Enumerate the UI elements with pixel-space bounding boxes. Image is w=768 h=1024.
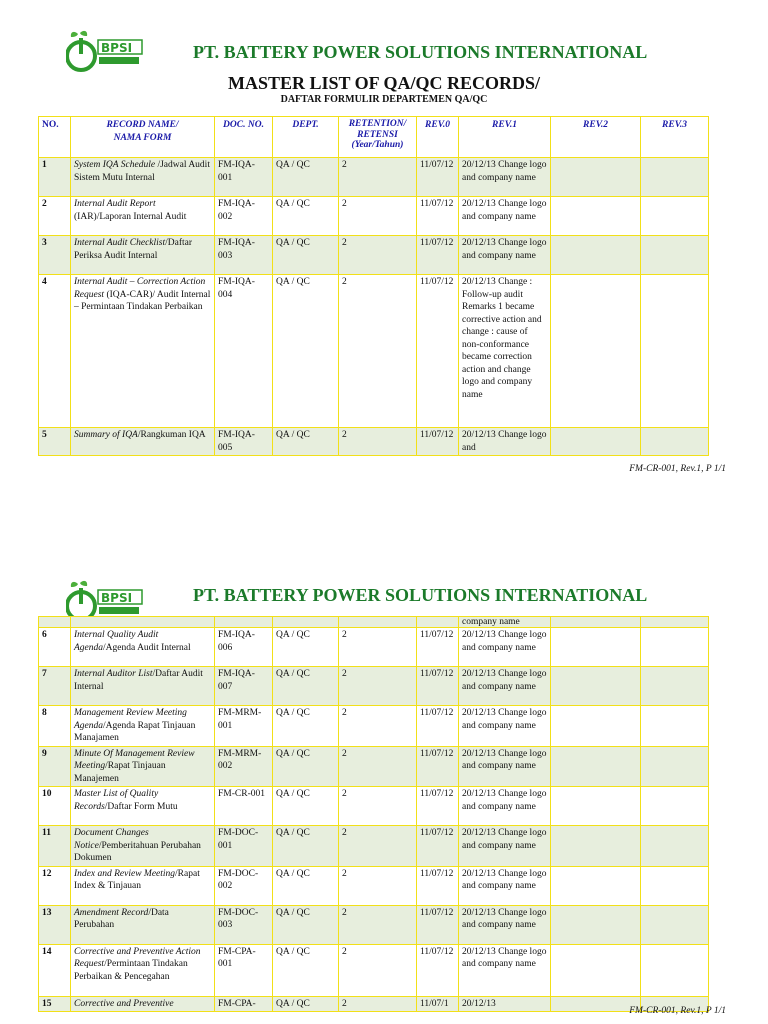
header-retention: RETENTION/ RETENSI (Year/Tahun) <box>339 117 417 158</box>
cell-rev0: 11/07/12 <box>417 275 459 428</box>
cell-rev3 <box>641 826 709 867</box>
power-button-leaf-icon <box>66 30 146 76</box>
cell-record-name: Internal Auditor List/Daftar Audit Internal <box>71 667 215 706</box>
header-record-name: RECORD NAME/ NAMA FORM <box>71 117 215 158</box>
cell-rev1: 20/12/13 Change logo and company name <box>459 158 551 197</box>
cell-record-name: Internal Audit – Correction Action Request (IQA-CAR)/ Audit Internal – Permintaan Tindakan Perbaikan <box>71 275 215 428</box>
cell-doc-no: FM-DOC-001 <box>215 826 273 867</box>
cell-rev0: 11/07/12 <box>417 905 459 944</box>
cell-record-name: Document Changes Notice/Pemberitahuan Perubahan Dokumen <box>71 826 215 867</box>
cell-rev1: company name <box>459 617 551 628</box>
cell-rev2 <box>551 706 641 747</box>
company-logo <box>66 30 146 76</box>
table-row <box>39 746 709 787</box>
cell-rev1: 20/12/13 Change logo and company name <box>459 667 551 706</box>
cell-record-name: Management Review Meeting Agenda/Agenda Rapat Tinjauan Manajamen <box>71 706 215 747</box>
cell-rev1: 20/12/13 Change : Follow-up audit Remarks 1 became corrective action and change : cause of non-conformance became correction action and change logo and company name <box>459 275 551 428</box>
cell-record-name: System IQA Schedule /Jadwal Audit Sistem Mutu Internal <box>71 158 215 197</box>
cell-no: 2 <box>39 197 71 236</box>
header-rev1: REV.1 <box>459 117 551 158</box>
company-name: PT. BATTERY POWER SOLUTIONS INTERNATIONAL <box>193 585 648 605</box>
cell-rev0: 11/07/12 <box>417 628 459 667</box>
cell-rev3 <box>641 275 709 428</box>
header-rev2: REV.2 <box>551 117 641 158</box>
document-page-1 <box>0 0 768 500</box>
table-row <box>39 275 709 428</box>
cell-rev1: 20/12/13 Change logo and company name <box>459 826 551 867</box>
cell-dept: QA / QC <box>273 158 339 197</box>
cell-rev2 <box>551 905 641 944</box>
table-row <box>39 944 709 996</box>
cell-dept: QA / QC <box>273 706 339 747</box>
table-header-row <box>39 117 709 158</box>
cell-rev1: 20/12/13 Change logo and company name <box>459 197 551 236</box>
cell-dept: QA / QC <box>273 746 339 787</box>
cell-dept: QA / QC <box>273 905 339 944</box>
cell-doc-no: FM-IQA-005 <box>215 428 273 456</box>
table-row <box>39 826 709 867</box>
cell-doc-no: FM-CPA- <box>215 996 273 1012</box>
cell-rev3 <box>641 746 709 787</box>
cell-retention: 2 <box>339 826 417 867</box>
table-row-continuation <box>39 617 709 628</box>
header-no: NO. <box>39 117 71 158</box>
cell-rev1: 20/12/13 Change logo and company name <box>459 866 551 905</box>
cell-rev0: 11/07/12 <box>417 236 459 275</box>
cell-dept: QA / QC <box>273 787 339 826</box>
cell-rev3 <box>641 158 709 197</box>
table-row <box>39 628 709 667</box>
cell-rev1: 20/12/13 Change logo and company name <box>459 944 551 996</box>
cell-rev3 <box>641 197 709 236</box>
header-rev0: REV.0 <box>417 117 459 158</box>
cell-doc-no: FM-IQA-006 <box>215 628 273 667</box>
cell-retention: 2 <box>339 996 417 1012</box>
cell-rev0: 11/07/12 <box>417 428 459 456</box>
cell-rev1: 20/12/13 Change logo and company name <box>459 236 551 275</box>
cell-retention: 2 <box>339 944 417 996</box>
cell-no: 10 <box>39 787 71 826</box>
cell-rev3 <box>641 905 709 944</box>
cell-record-name: Internal Audit Report (IAR)/Laporan Internal Audit <box>71 197 215 236</box>
cell-rev3 <box>641 944 709 996</box>
cell-rev0: 11/07/12 <box>417 787 459 826</box>
cell-rev0: 11/07/12 <box>417 866 459 905</box>
svg-text:BPSI: BPSI <box>101 41 133 55</box>
cell-no: 5 <box>39 428 71 456</box>
cell-rev0: 11/07/12 <box>417 826 459 867</box>
cell-no: 6 <box>39 628 71 667</box>
cell-rev2 <box>551 236 641 275</box>
cell-retention: 2 <box>339 667 417 706</box>
cell-retention: 2 <box>339 866 417 905</box>
cell-rev2 <box>551 428 641 456</box>
table-row <box>39 236 709 275</box>
cell-record-name: Corrective and Preventive <box>71 996 215 1012</box>
cell-record-name: Internal Audit Checklist/Daftar Periksa Audit Internal <box>71 236 215 275</box>
table-row <box>39 428 709 456</box>
cell-rev1: 20/12/13 Change logo and company name <box>459 787 551 826</box>
cell-rev2 <box>551 866 641 905</box>
cell-rev3 <box>641 667 709 706</box>
cell-rev2 <box>551 746 641 787</box>
cell-record-name: Master List of Quality Records/Daftar Form Mutu <box>71 787 215 826</box>
cell-doc-no: FM-DOC-003 <box>215 905 273 944</box>
table-row <box>39 787 709 826</box>
cell-dept: QA / QC <box>273 197 339 236</box>
cell-doc-no: FM-IQA-001 <box>215 158 273 197</box>
table-row <box>39 197 709 236</box>
cell-rev2 <box>551 667 641 706</box>
cell-doc-no: FM-IQA-002 <box>215 197 273 236</box>
cell-doc-no: FM-CR-001 <box>215 787 273 826</box>
cell-dept: QA / QC <box>273 996 339 1012</box>
cell-record-name: Amendment Record/Data Perubahan <box>71 905 215 944</box>
cell-no: 14 <box>39 944 71 996</box>
cell-retention: 2 <box>339 787 417 826</box>
document-page-2 <box>0 560 768 1024</box>
table-row <box>39 667 709 706</box>
cell-doc-no: FM-CPA-001 <box>215 944 273 996</box>
cell-retention: 2 <box>339 197 417 236</box>
cell-record-name: Summary of IQA/Rangkuman IQA <box>71 428 215 456</box>
cell-retention: 2 <box>339 706 417 747</box>
cell-rev1: 20/12/13 Change logo and company name <box>459 628 551 667</box>
cell-retention: 2 <box>339 628 417 667</box>
cell-doc-no: FM-IQA-003 <box>215 236 273 275</box>
cell-rev1: 20/12/13 Change logo and company name <box>459 746 551 787</box>
cell-no: 4 <box>39 275 71 428</box>
cell-no: 9 <box>39 746 71 787</box>
header-rev3: REV.3 <box>641 117 709 158</box>
document-title: MASTER LIST OF QA/QC RECORDS/ <box>227 73 541 93</box>
svg-text:BPSI: BPSI <box>101 591 133 605</box>
cell-rev1: 20/12/13 Change logo and <box>459 428 551 456</box>
cell-record-name: Minute Of Management Review Meeting/Rapat Tinjauan Manajemen <box>71 746 215 787</box>
cell-rev3 <box>641 706 709 747</box>
table-row <box>39 866 709 905</box>
cell-no: 12 <box>39 866 71 905</box>
cell-dept: QA / QC <box>273 428 339 456</box>
cell-dept: QA / QC <box>273 275 339 428</box>
cell-rev3 <box>641 866 709 905</box>
cell-rev0: 11/07/12 <box>417 746 459 787</box>
cell-retention: 2 <box>339 158 417 197</box>
cell-rev3 <box>641 236 709 275</box>
company-name: PT. BATTERY POWER SOLUTIONS INTERNATIONAL <box>193 42 648 62</box>
cell-rev2 <box>551 275 641 428</box>
cell-no: 1 <box>39 158 71 197</box>
cell-record-name: Internal Quality Audit Agenda/Agenda Audit Internal <box>71 628 215 667</box>
cell-doc-no: FM-IQA-004 <box>215 275 273 428</box>
records-table-page-2 <box>38 616 709 1012</box>
cell-no: 7 <box>39 667 71 706</box>
cell-rev3 <box>641 428 709 456</box>
cell-doc-no: FM-DOC-002 <box>215 866 273 905</box>
document-subtitle: DAFTAR FORMULIR DEPARTEMEN QA/QC <box>280 94 488 105</box>
records-table-page-1 <box>38 116 709 456</box>
cell-rev0: 11/07/12 <box>417 158 459 197</box>
cell-dept: QA / QC <box>273 944 339 996</box>
cell-dept: QA / QC <box>273 667 339 706</box>
cell-no: 13 <box>39 905 71 944</box>
cell-dept: QA / QC <box>273 866 339 905</box>
cell-dept: QA / QC <box>273 236 339 275</box>
cell-rev0: 11/07/1 <box>417 996 459 1012</box>
cell-retention: 2 <box>339 905 417 944</box>
cell-no: 11 <box>39 826 71 867</box>
cell-rev3 <box>641 628 709 667</box>
table-row <box>39 996 709 1012</box>
cell-rev1: 20/12/13 <box>459 996 551 1012</box>
cell-retention: 2 <box>339 746 417 787</box>
header-doc-no: DOC. NO. <box>215 117 273 158</box>
cell-dept: QA / QC <box>273 628 339 667</box>
cell-no: 15 <box>39 996 71 1012</box>
cell-rev1: 20/12/13 Change logo and company name <box>459 905 551 944</box>
cell-no: 8 <box>39 706 71 747</box>
cell-rev0: 11/07/12 <box>417 197 459 236</box>
cell-rev3 <box>641 787 709 826</box>
cell-rev0: 11/07/12 <box>417 706 459 747</box>
cell-record-name: Corrective and Preventive Action Request/Permintaan Tindakan Perbaikan & Pencegahan <box>71 944 215 996</box>
cell-rev2 <box>551 944 641 996</box>
cell-rev2 <box>551 628 641 667</box>
cell-rev1: 20/12/13 Change logo and company name <box>459 706 551 747</box>
cell-doc-no: FM-MRM-002 <box>215 746 273 787</box>
cell-dept: QA / QC <box>273 826 339 867</box>
table-row <box>39 706 709 747</box>
cell-retention: 2 <box>339 428 417 456</box>
table-row <box>39 158 709 197</box>
header-dept: DEPT. <box>273 117 339 158</box>
cell-doc-no: FM-IQA-007 <box>215 667 273 706</box>
cell-record-name: Index and Review Meeting/Rapat Index & Tinjauan <box>71 866 215 905</box>
cell-retention: 2 <box>339 236 417 275</box>
cell-rev2 <box>551 996 641 1012</box>
cell-rev0: 11/07/12 <box>417 667 459 706</box>
cell-no: 3 <box>39 236 71 275</box>
cell-rev2 <box>551 826 641 867</box>
cell-rev2 <box>551 158 641 197</box>
cell-rev2 <box>551 197 641 236</box>
cell-rev0: 11/07/12 <box>417 944 459 996</box>
cell-doc-no: FM-MRM-001 <box>215 706 273 747</box>
page-footer: FM-CR-001, Rev.1, P 1/1 <box>629 1006 726 1016</box>
page-footer: FM-CR-001, Rev.1, P 1/1 <box>629 464 726 474</box>
cell-rev2 <box>551 787 641 826</box>
table-row <box>39 905 709 944</box>
cell-retention: 2 <box>339 275 417 428</box>
